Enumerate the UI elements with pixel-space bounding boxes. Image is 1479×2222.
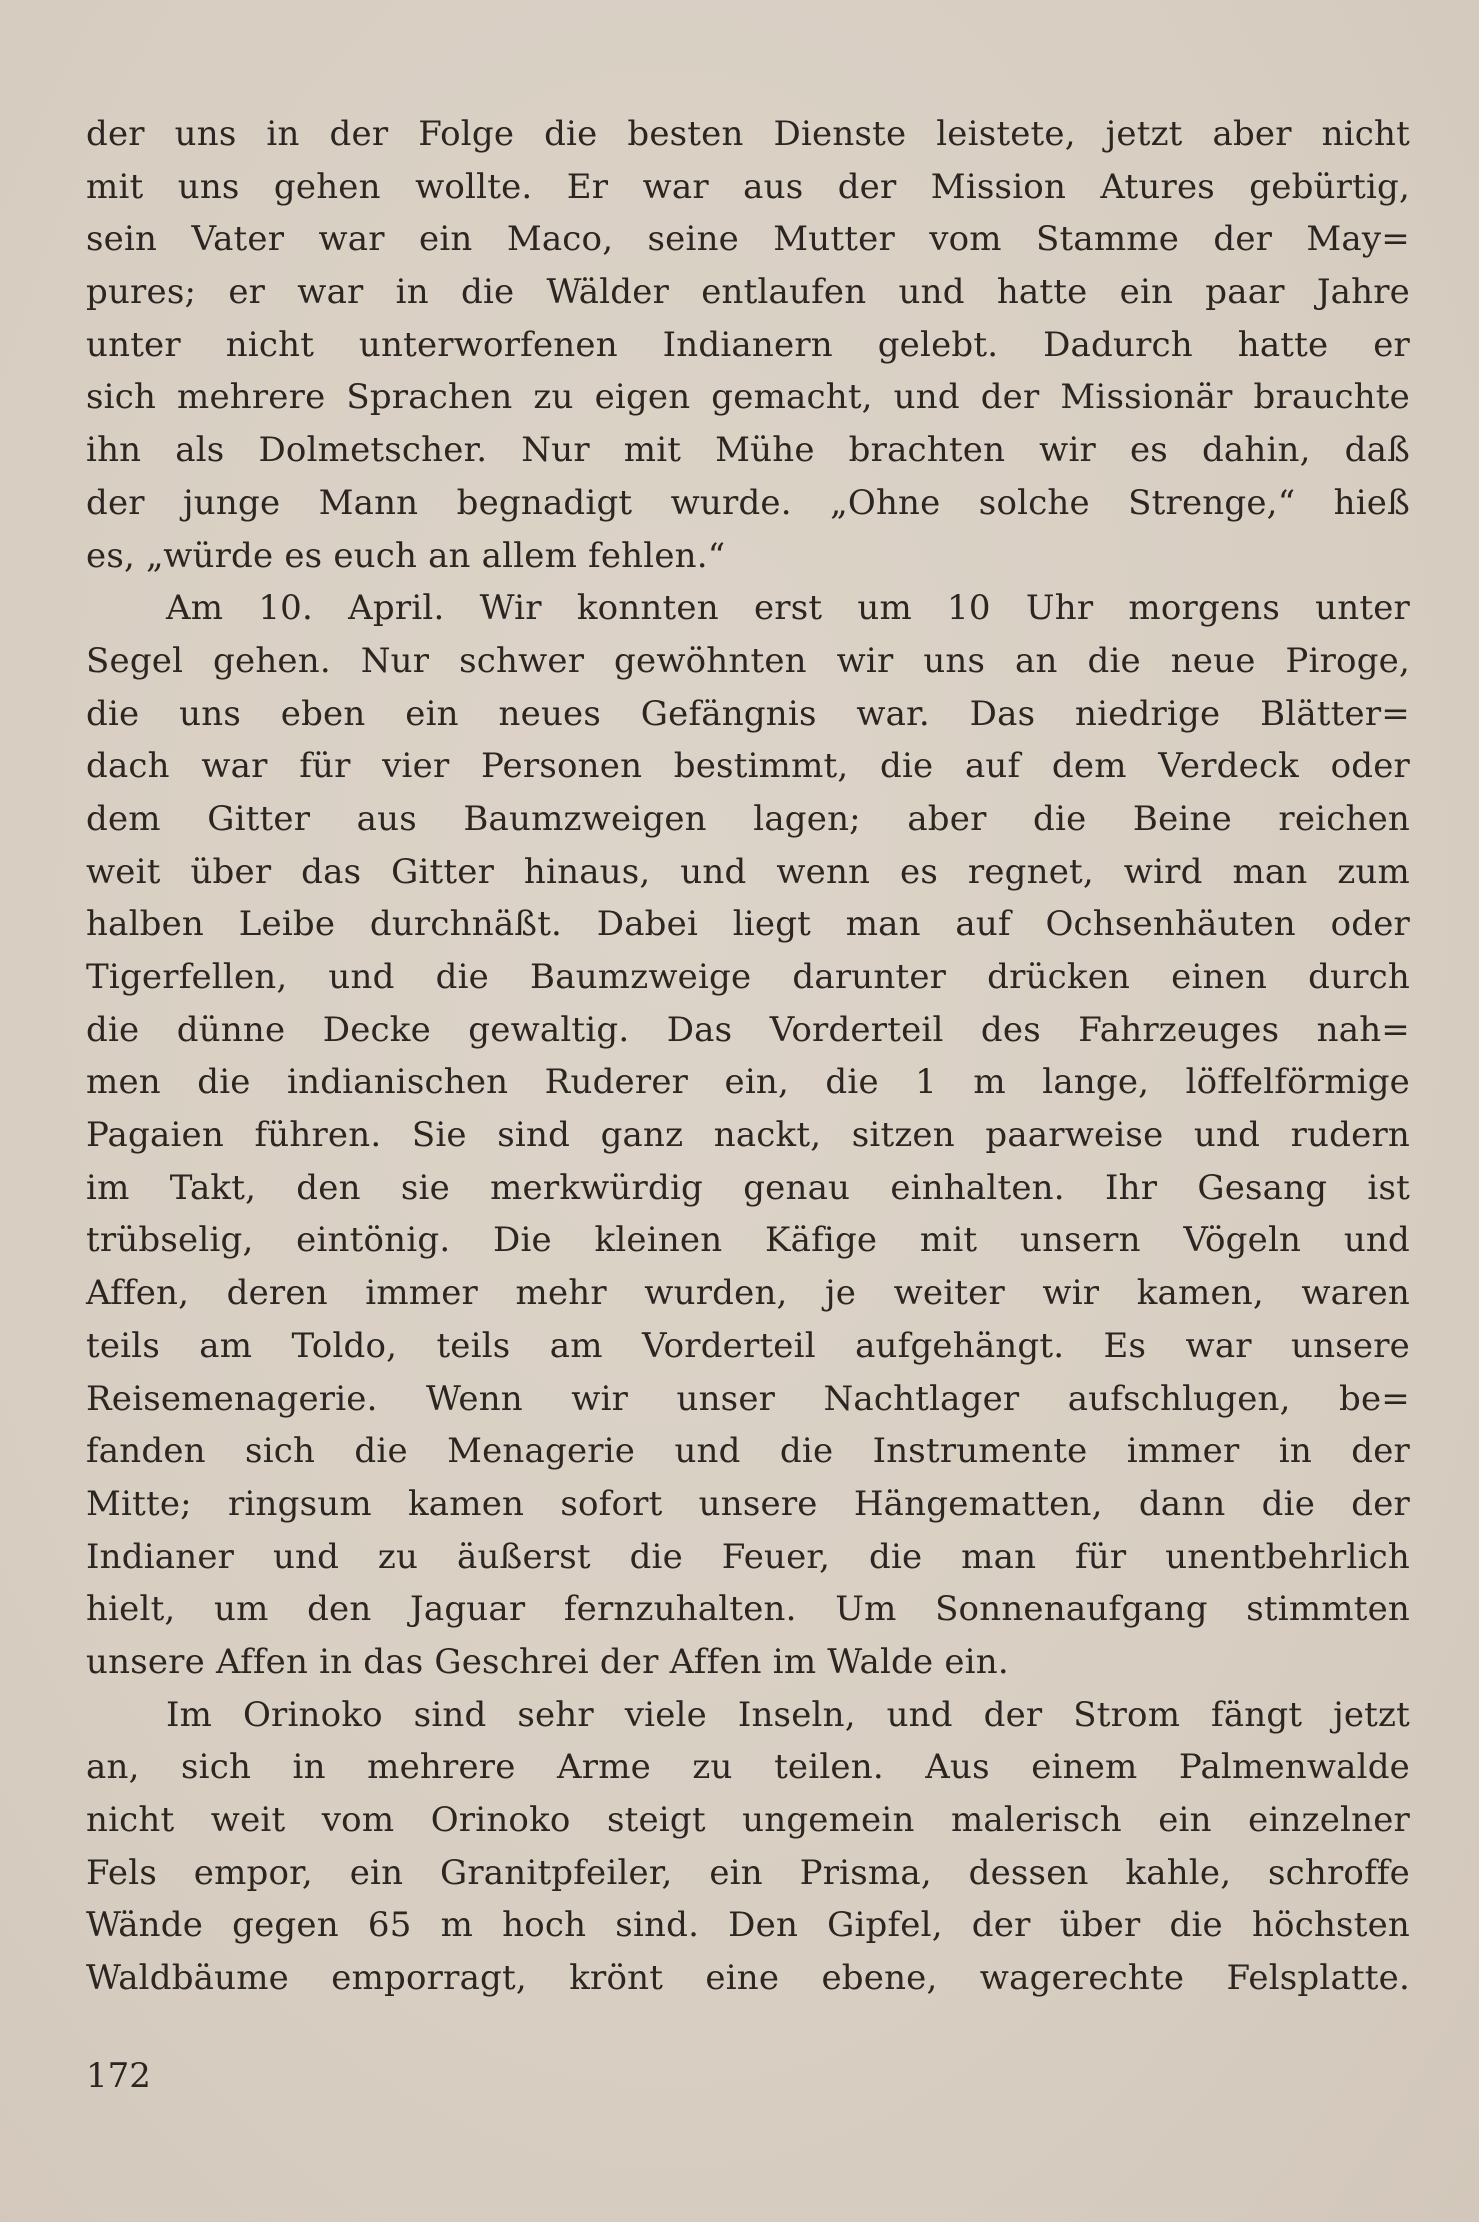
text-line: dach war für vier Personen bestimmt, die auf dem Verdeck oder bbox=[86, 746, 1410, 787]
text-line: trübselig, eintönig. Die kleinen Käfige mit unsern Vögeln und bbox=[86, 1220, 1410, 1261]
text-line: der uns in der Folge die besten Dienste leistete, jetzt aber nicht bbox=[86, 114, 1410, 154]
text-line: im Takt, den sie merkwürdig genau einhalten. Ihr Gesang ist bbox=[86, 1167, 1410, 1208]
text-line: Am 10. April. Wir konnten erst um 10 Uhr morgens unter bbox=[166, 588, 1410, 629]
text-line: es, „würde es euch an allem fehlen.“ bbox=[86, 535, 726, 576]
page-number: 172 bbox=[86, 2056, 151, 2096]
text-line: Pagaien führen. Sie sind ganz nackt, sitzen paarweise und rudern bbox=[86, 1115, 1410, 1156]
text-line: dem Gitter aus Baumzweigen lagen; aber die Beine reichen bbox=[86, 798, 1410, 839]
text-line: Fels empor, ein Granitpfeiler, ein Prisma, dessen kahle, schroffe bbox=[86, 1852, 1410, 1893]
text-line: sich mehrere Sprachen zu eigen gemacht, und der Missionär brauchte bbox=[86, 377, 1410, 418]
text-line: an, sich in mehrere Arme zu teilen. Aus einem Palmenwalde bbox=[86, 1747, 1410, 1788]
body-text bbox=[86, 108, 1410, 2005]
text-line: ihn als Dolmetscher. Nur mit Mühe brachten wir es dahin, daß bbox=[86, 430, 1410, 471]
text-line: unsere Affen in das Geschrei der Affen im Walde ein. bbox=[86, 1641, 1009, 1682]
text-line: der junge Mann begnadigt wurde. „Ohne solche Strenge,“ hieß bbox=[86, 482, 1410, 523]
text-line: Reisemenagerie. Wenn wir unser Nachtlager aufschlugen, be= bbox=[86, 1378, 1410, 1419]
text-line: mit uns gehen wollte. Er war aus der Mission Atures gebürtig, bbox=[86, 166, 1410, 207]
text-line: die dünne Decke gewaltig. Das Vorderteil des Fahrzeuges nah= bbox=[86, 1009, 1410, 1050]
text-line: teils am Toldo, teils am Vorderteil aufgehängt. Es war unsere bbox=[86, 1325, 1410, 1366]
text-line: Indianer und zu äußerst die Feuer, die man für unentbehrlich bbox=[86, 1536, 1410, 1577]
text-line: halben Leibe durchnäßt. Dabei liegt man auf Ochsenhäuten oder bbox=[86, 904, 1410, 945]
text-line: sein Vater war ein Maco, seine Mutter vom Stamme der May= bbox=[86, 219, 1410, 260]
text-line: fanden sich die Menagerie und die Instrumente immer in der bbox=[86, 1431, 1410, 1472]
text-line: Segel gehen. Nur schwer gewöhnten wir uns an die neue Piroge, bbox=[86, 640, 1410, 681]
text-line: Tigerfellen, und die Baumzweige darunter drücken einen durch bbox=[86, 957, 1410, 997]
text-line: hielt, um den Jaguar fernzuhalten. Um Sonnenaufgang stimmten bbox=[86, 1589, 1410, 1630]
text-line: Waldbäume emporragt, krönt eine ebene, wagerechte Felsplatte. bbox=[86, 1958, 1410, 1999]
text-line: Im Orinoko sind sehr viele Inseln, und der Strom fängt jetzt bbox=[166, 1694, 1410, 1735]
text-line: pures; er war in die Wälder entlaufen und hatte ein paar Jahre bbox=[86, 272, 1410, 313]
text-line: men die indianischen Ruderer ein, die 1 m lange, löffelförmige bbox=[86, 1062, 1410, 1103]
text-line: die uns eben ein neues Gefängnis war. Das niedrige Blätter= bbox=[86, 693, 1410, 734]
text-line: nicht weit vom Orinoko steigt ungemein malerisch ein einzelner bbox=[86, 1800, 1410, 1840]
text-line: unter nicht unterworfenen Indianern gelebt. Dadurch hatte er bbox=[86, 324, 1410, 365]
text-line: weit über das Gitter hinaus, und wenn es regnet, wird man zum bbox=[86, 851, 1410, 892]
text-line: Affen, deren immer mehr wurden, je weiter wir kamen, waren bbox=[86, 1273, 1410, 1314]
text-line: Wände gegen 65 m hoch sind. Den Gipfel, der über die höchsten bbox=[86, 1905, 1410, 1946]
text-line: Mitte; ringsum kamen sofort unsere Hängematten, dann die der bbox=[86, 1483, 1410, 1524]
